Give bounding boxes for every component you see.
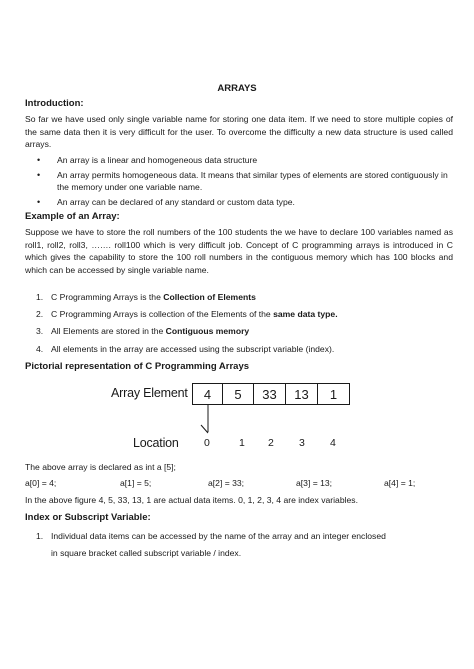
intro-heading: Introduction: <box>25 98 84 109</box>
point-number: 1. <box>36 292 44 302</box>
example-heading: Example of an Array: <box>25 211 120 222</box>
example-point-1: C Programming Arrays is the Collection of Elements <box>51 292 256 302</box>
intro-paragraph: So far we have used only single variable name for storing one data item. If we need to store multiple copies of the same data then it is very difficult for the user. To overcome the difficulty a new data structure is used called arrays. <box>25 114 453 149</box>
assignment: a[3] = 13; <box>296 478 333 488</box>
array-cell: 33 <box>253 383 286 405</box>
figure-note: In the above figure 4, 5, 33, 13, 1 are actual data items. 0, 1, 2, 3, 4 are index variables. <box>25 495 358 505</box>
intro-bullet-3: An array can be declared of any standard or custom data type. <box>57 197 295 207</box>
assignment: a[2] = 33; <box>208 478 245 488</box>
intro-bullet-2: An array permits homogeneous data. It means that similar types of elements are stored contiguously in the memory under one variable name. <box>57 170 448 192</box>
index-label: 3 <box>299 437 305 449</box>
assignment: a[1] = 5; <box>120 478 152 488</box>
bullet-marker: • <box>37 197 41 207</box>
index-point-1-line1: Individual data items can be accessed by the name of the array and an integer enclosed <box>51 531 386 541</box>
assignment: a[4] = 1; <box>384 478 416 488</box>
page-title: ARRAYS <box>217 83 257 94</box>
example-point-2: C Programming Arrays is collection of the Elements of the same data type. <box>51 309 338 319</box>
index-heading: Index or Subscript Variable: <box>25 512 151 523</box>
pictorial-heading: Pictorial representation of C Programming Arrays <box>25 361 250 372</box>
location-label: Location <box>133 436 179 450</box>
bullet-marker: • <box>37 170 41 180</box>
index-label: 2 <box>268 437 274 449</box>
array-cell: 4 <box>192 383 223 405</box>
array-cell: 1 <box>317 383 350 405</box>
example-paragraph: Suppose we have to store the roll numbers of the 100 students the we have to declare 100 variables named as roll1, roll2, roll3, ……. roll100 which is very difficult job. Concept of C programming arrays is introduced in C which gives the capability to store the 100 roll numbers in the contiguous memory which has 100 blocks and which can be accessed by single variable name. <box>25 227 453 275</box>
index-label: 0 <box>204 437 210 449</box>
declaration-line: The above array is declared as int a [5]; <box>25 462 176 472</box>
point-number: 4. <box>36 344 44 354</box>
point-number: 3. <box>36 326 44 336</box>
intro-bullet-1: An array is a linear and homogeneous data structure <box>57 155 258 165</box>
example-point-3: All Elements are stored in the Contiguous memory <box>51 326 250 336</box>
point-number: 1. <box>36 531 44 541</box>
point-number: 2. <box>36 309 44 319</box>
array-element-label: Array Element <box>111 386 188 400</box>
index-label: 4 <box>330 437 336 449</box>
example-point-4: All elements in the array are accessed using the subscript variable (index). <box>51 344 335 354</box>
array-cell: 13 <box>285 383 318 405</box>
index-point-1-line2: in square bracket called subscript variable / index. <box>51 548 242 558</box>
bullet-marker: • <box>37 155 41 165</box>
pointer-arrow <box>198 405 218 439</box>
assignment: a[0] = 4; <box>25 478 57 488</box>
index-label: 1 <box>239 437 245 449</box>
array-cell: 5 <box>222 383 254 405</box>
